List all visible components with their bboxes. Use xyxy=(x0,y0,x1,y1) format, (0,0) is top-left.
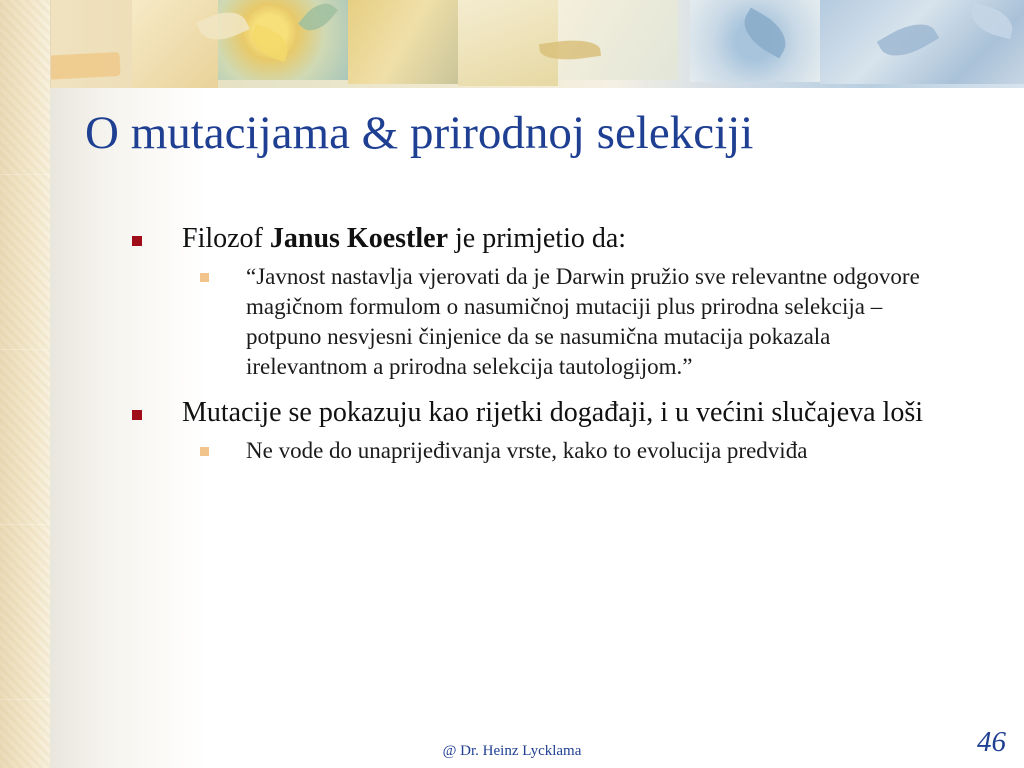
page-number: 46 xyxy=(977,726,1006,758)
bullet-level1 xyxy=(130,222,930,256)
bullet-text: Mutacije se pokazuju kao rijetki događaji, i u većini slučajeva loši xyxy=(182,397,924,428)
bullet-level2 xyxy=(130,436,930,466)
parchment-side-strip xyxy=(0,0,51,768)
square-bullet-icon xyxy=(132,410,142,420)
sub-bullet-text: Ne vode do unaprijeđivanja vrste, kako to evolucija predviđa xyxy=(246,438,808,463)
banner-tile xyxy=(348,0,458,84)
bullet-level2 xyxy=(130,262,930,382)
slide-body xyxy=(130,222,930,466)
quote-text: “Javnost nastavlja vjerovati da je Darwin pružio sve relevantne odgovore magičnom formulom o nasumičnoj mutaciji plus prirodna selekcija – potpuno nesvjesni činjenice da se nasumična mutacija pokazala irelevantnom a prirodna selekcija tautologijom.” xyxy=(246,264,920,379)
leaf-decoration xyxy=(39,52,120,80)
banner-tile xyxy=(132,0,218,88)
square-bullet-icon xyxy=(200,273,209,282)
slide-footer: @ Dr. Heinz Lycklama xyxy=(442,743,582,759)
slide-title: O mutacijama & prirodnoj selekciji xyxy=(85,107,754,159)
square-bullet-icon xyxy=(200,447,209,456)
decorative-leaf-banner xyxy=(0,0,1024,88)
bullet-level1 xyxy=(130,396,930,430)
bullet-text-bold-name: Janus Koestler xyxy=(269,223,448,254)
bullet-text-prefix: Filozof xyxy=(182,223,270,254)
bullet-text-suffix: je primjetio da: xyxy=(448,223,627,254)
square-bullet-icon xyxy=(132,236,142,246)
